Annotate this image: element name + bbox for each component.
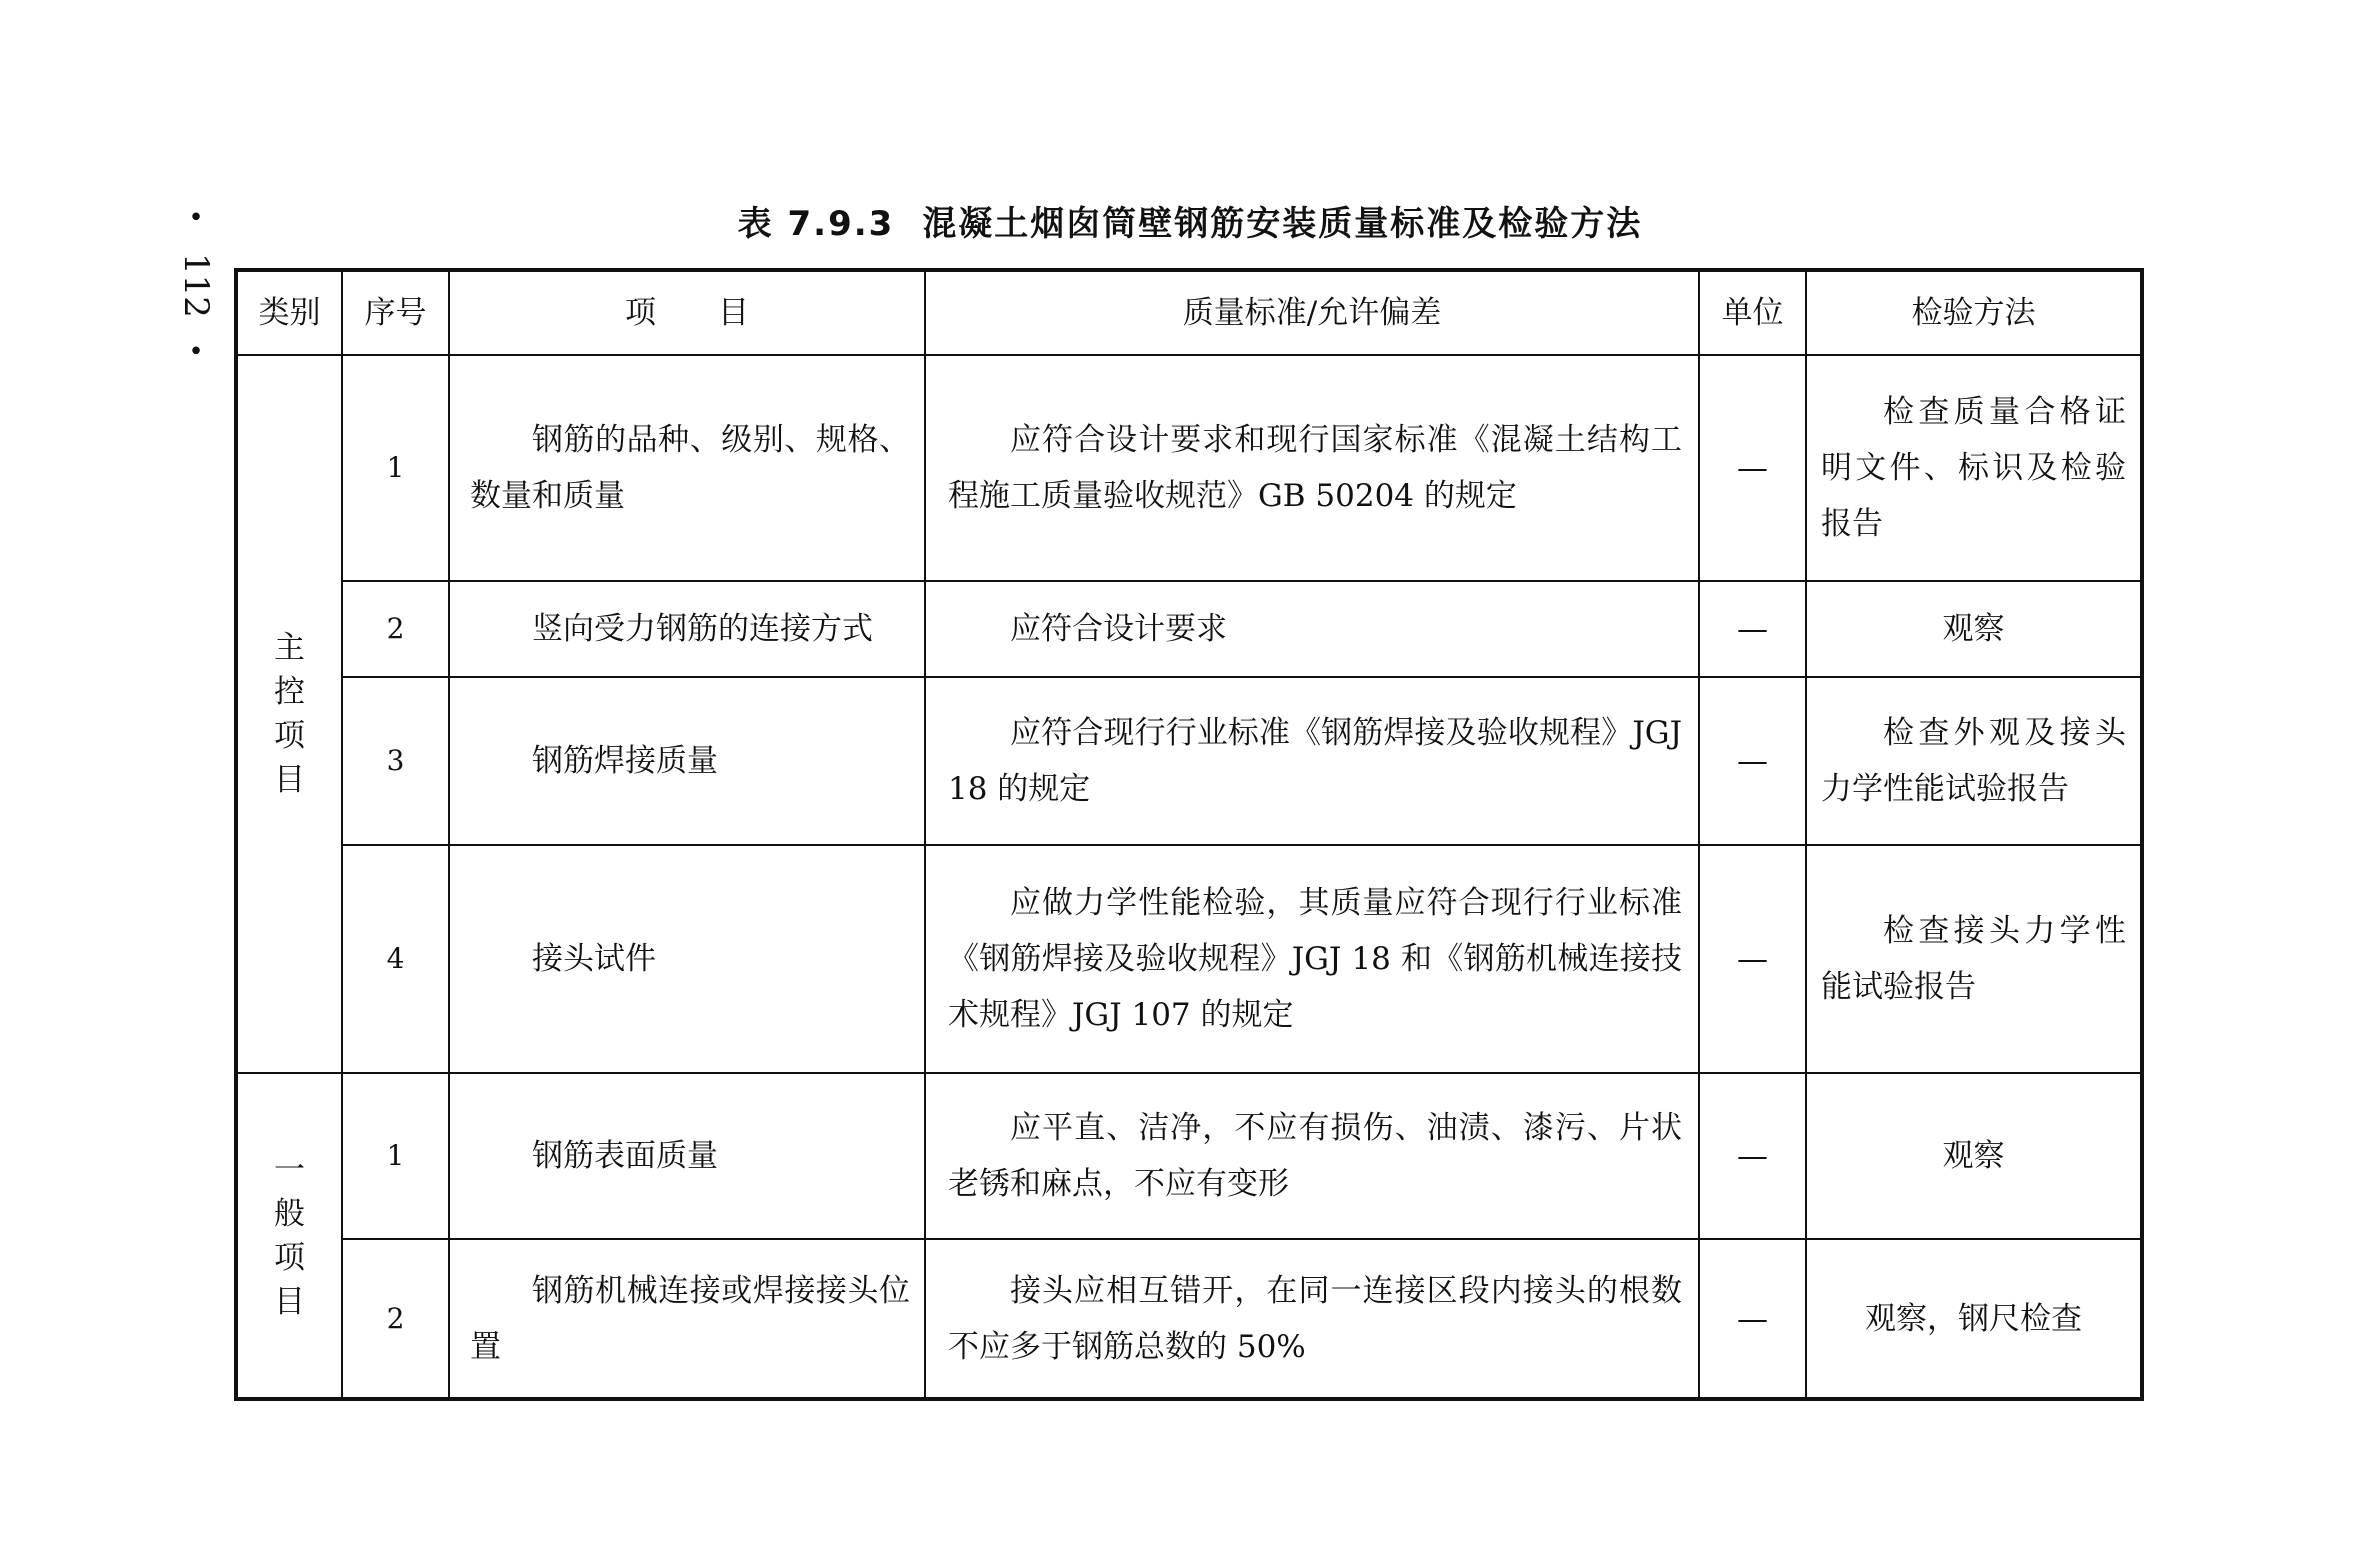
- header-method: 检验方法: [1806, 270, 2142, 355]
- row-standard: [925, 355, 1699, 581]
- row-item-text: 钢筋焊接质量: [532, 743, 718, 779]
- row-unit: —: [1699, 845, 1806, 1073]
- row-item: [449, 845, 925, 1073]
- row-standard: [925, 1239, 1699, 1399]
- row-method: 观察: [1806, 1073, 2142, 1239]
- row-standard: [925, 677, 1699, 845]
- row-item-text: 钢筋机械连接或焊接接头位置: [470, 1272, 910, 1365]
- row-standard-text: 应符合现行行业标准《钢筋焊接及验收规程》JGJ 18 的规定: [948, 715, 1682, 807]
- header-unit: 单位: [1699, 270, 1806, 355]
- row-seq: 4: [342, 845, 449, 1073]
- row-item: [449, 1239, 925, 1399]
- row-item-text: 钢筋的品种、级别、规格、数量和质量: [470, 422, 910, 514]
- row-item-text: 竖向受力钢筋的连接方式: [532, 611, 873, 647]
- page-number: [172, 205, 220, 365]
- row-standard: [925, 1073, 1699, 1239]
- row-unit: —: [1699, 677, 1806, 845]
- row-seq: 2: [342, 1239, 449, 1399]
- header-item: 项 目: [449, 270, 925, 355]
- row-method-text: 检查接头力学性能试验报告: [1821, 913, 2126, 1005]
- row-method-text: 检查外观及接头力学性能试验报告: [1821, 715, 2126, 807]
- table-number: 表 7.9.3: [737, 204, 895, 244]
- row-method: [1806, 845, 2142, 1073]
- row-standard: [925, 845, 1699, 1073]
- table-row: [236, 581, 2142, 677]
- row-item-text: 接头试件: [532, 941, 656, 977]
- page-number-dot-top: •: [188, 203, 204, 233]
- row-item: [449, 677, 925, 845]
- page-number-dot-bottom: •: [188, 337, 204, 367]
- row-item: [449, 581, 925, 677]
- table-row: [236, 845, 2142, 1073]
- header-seq: 序号: [342, 270, 449, 355]
- row-standard: [925, 581, 1699, 677]
- row-seq: 1: [342, 355, 449, 581]
- row-method: 观察，钢尺检查: [1806, 1239, 2142, 1399]
- header-category: 类别: [236, 270, 342, 355]
- row-unit: —: [1699, 581, 1806, 677]
- row-standard-text: 应做力学性能检验，其质量应符合现行行业标准《钢筋焊接及验收规程》JGJ 18 和《钢筋机械连接技术规程》JGJ 107 的规定: [948, 885, 1682, 1033]
- table-row: [236, 1239, 2142, 1399]
- row-standard-text: 接头应相互错开，在同一连接区段内接头的根数不应多于钢筋总数的 50%: [948, 1272, 1682, 1365]
- table-row: [236, 1073, 2142, 1239]
- row-unit: —: [1699, 1239, 1806, 1399]
- row-seq: 3: [342, 677, 449, 845]
- table-row: [236, 677, 2142, 845]
- quality-standard-table: [234, 268, 2144, 1401]
- table-row: [236, 355, 2142, 581]
- row-seq: 2: [342, 581, 449, 677]
- row-standard-text: 应符合设计要求和现行国家标准《混凝土结构工程施工质量验收规范》GB 50204 的规定: [948, 422, 1682, 514]
- row-method: [1806, 355, 2142, 581]
- row-method: [1806, 677, 2142, 845]
- row-seq: 1: [342, 1073, 449, 1239]
- row-item: [449, 1073, 925, 1239]
- row-method: 观察: [1806, 581, 2142, 677]
- page-number-value: 112: [176, 252, 216, 318]
- table-title-text: 混凝土烟囱筒壁钢筋安装质量标准及检验方法: [922, 204, 1643, 244]
- row-method-text: 检查质量合格证明文件、标识及检验报告: [1821, 394, 2126, 542]
- row-item: [449, 355, 925, 581]
- category-general: 一般项目: [236, 1073, 342, 1399]
- row-item-text: 钢筋表面质量: [532, 1138, 718, 1174]
- row-unit: —: [1699, 355, 1806, 581]
- category-main-control: 主控项目: [236, 355, 342, 1073]
- header-standard: 质量标准/允许偏差: [925, 270, 1699, 355]
- table-header-row: [236, 270, 2142, 355]
- row-standard-text: 应平直、洁净，不应有损伤、油渍、漆污、片状老锈和麻点，不应有变形: [948, 1110, 1682, 1202]
- row-standard-text: 应符合设计要求: [1010, 611, 1227, 647]
- table-title: [230, 196, 2150, 245]
- row-unit: —: [1699, 1073, 1806, 1239]
